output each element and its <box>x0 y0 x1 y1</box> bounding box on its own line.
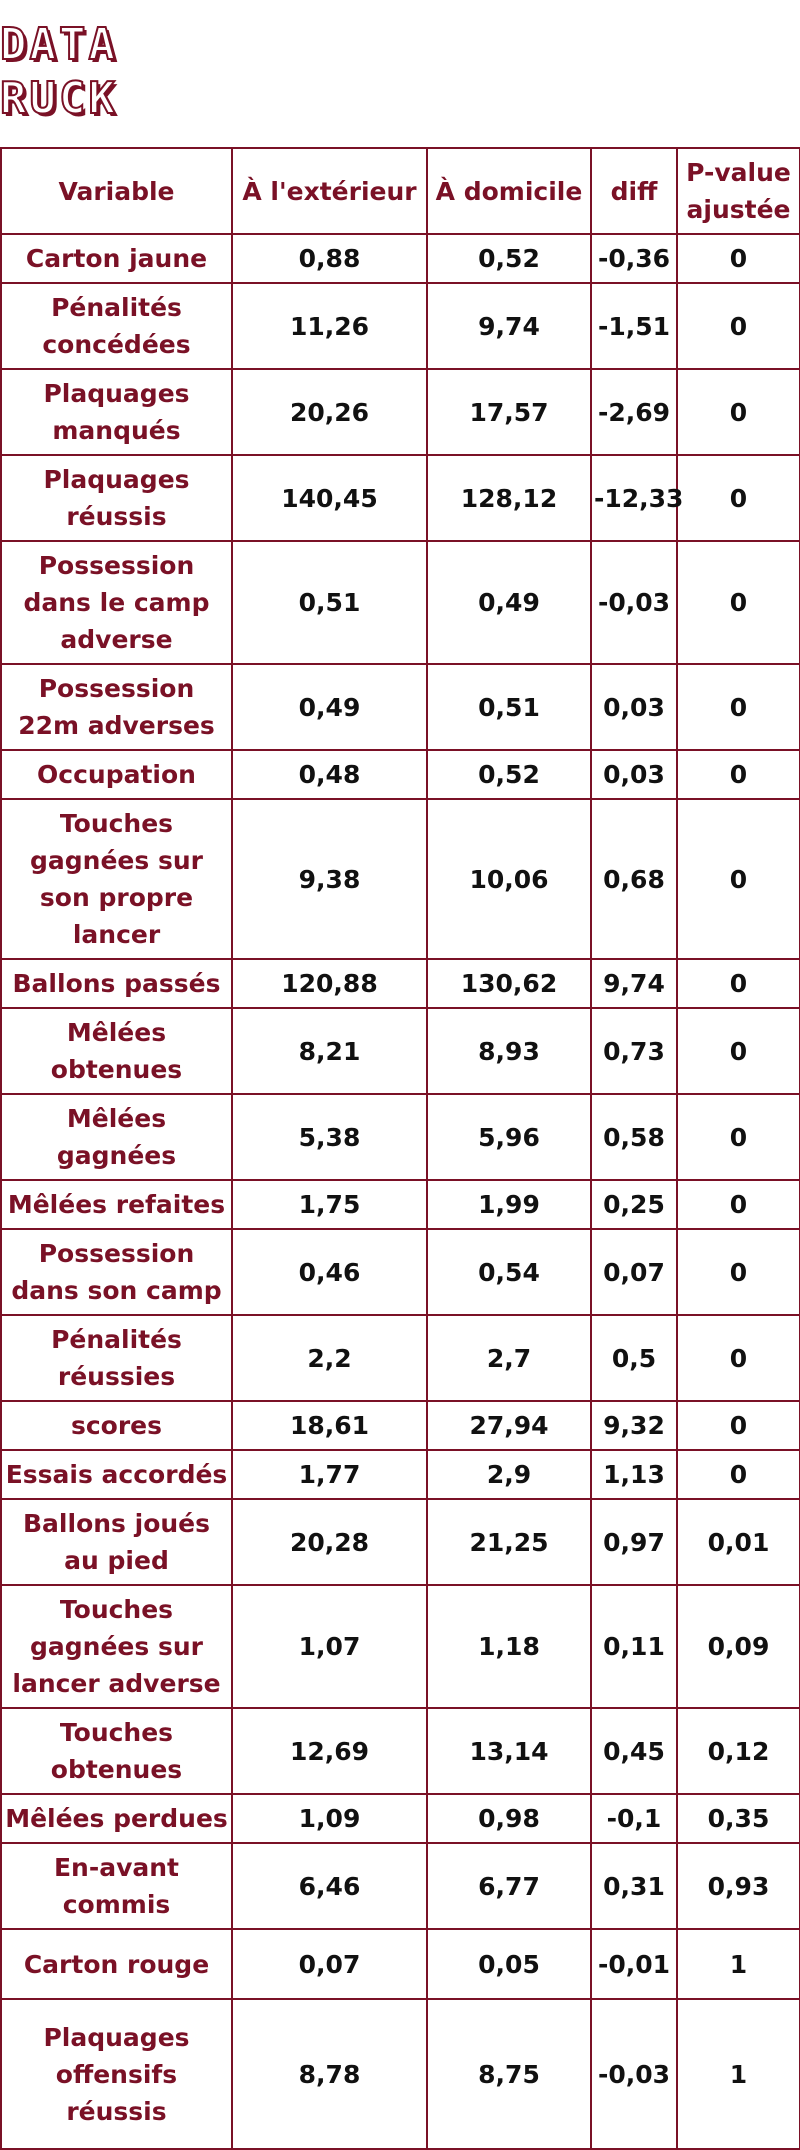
cell-exterieur: 140,45 <box>232 455 427 541</box>
cell-variable: Carton rouge <box>1 1929 232 1999</box>
cell-variable: Mêlées refaites <box>1 1180 232 1229</box>
cell-diff: 0,73 <box>591 1008 677 1094</box>
header-pvalue: P-value ajustée <box>677 148 800 234</box>
cell-exterieur: 6,46 <box>232 1843 427 1929</box>
cell-variable: Pénalités réussies <box>1 1315 232 1401</box>
data-ruck-logo <box>0 18 160 126</box>
cell-domicile: 6,77 <box>427 1843 591 1929</box>
cell-domicile: 9,74 <box>427 283 591 369</box>
cell-pvalue: 0 <box>677 1315 800 1401</box>
cell-diff: 0,58 <box>591 1094 677 1180</box>
table-row <box>1 541 800 664</box>
cell-pvalue: 0 <box>677 369 800 455</box>
cell-variable: Plaquages manqués <box>1 369 232 455</box>
cell-diff: -0,03 <box>591 541 677 664</box>
table-row <box>1 1450 800 1499</box>
table-row <box>1 1180 800 1229</box>
cell-pvalue: 0 <box>677 234 800 283</box>
cell-diff: 0,45 <box>591 1708 677 1794</box>
cell-variable: Touches gagnées sur son propre lancer <box>1 799 232 959</box>
cell-pvalue: 0 <box>677 1229 800 1315</box>
logo-line-1: DATA <box>0 19 118 70</box>
table-row <box>1 664 800 750</box>
cell-variable: Plaquages offensifs réussis <box>1 1999 232 2149</box>
cell-pvalue: 0,09 <box>677 1585 800 1708</box>
cell-domicile: 2,9 <box>427 1450 591 1499</box>
cell-domicile: 0,51 <box>427 664 591 750</box>
cell-variable: Ballons joués au pied <box>1 1499 232 1585</box>
table-row <box>1 1794 800 1843</box>
cell-diff: -12,33 <box>591 455 677 541</box>
cell-diff: 0,68 <box>591 799 677 959</box>
cell-pvalue: 0 <box>677 1180 800 1229</box>
cell-pvalue: 0 <box>677 959 800 1008</box>
cell-variable: Possession dans le camp adverse <box>1 541 232 664</box>
cell-pvalue: 0 <box>677 1450 800 1499</box>
cell-variable: Possession 22m adverses <box>1 664 232 750</box>
cell-pvalue: 1 <box>677 1929 800 1999</box>
cell-exterieur: 1,09 <box>232 1794 427 1843</box>
cell-domicile: 17,57 <box>427 369 591 455</box>
cell-variable: En-avant commis <box>1 1843 232 1929</box>
table-row <box>1 1708 800 1794</box>
cell-domicile: 0,52 <box>427 234 591 283</box>
cell-pvalue: 0,93 <box>677 1843 800 1929</box>
cell-domicile: 8,75 <box>427 1999 591 2149</box>
table-row <box>1 1585 800 1708</box>
cell-variable: Mêlées obtenues <box>1 1008 232 1094</box>
cell-variable: Occupation <box>1 750 232 799</box>
cell-variable: Touches obtenues <box>1 1708 232 1794</box>
cell-exterieur: 0,51 <box>232 541 427 664</box>
cell-exterieur: 1,75 <box>232 1180 427 1229</box>
cell-diff: -0,01 <box>591 1929 677 1999</box>
cell-exterieur: 0,46 <box>232 1229 427 1315</box>
cell-exterieur: 2,2 <box>232 1315 427 1401</box>
table-body <box>1 234 800 2149</box>
cell-domicile: 0,54 <box>427 1229 591 1315</box>
cell-diff: 0,03 <box>591 750 677 799</box>
cell-domicile: 0,49 <box>427 541 591 664</box>
cell-diff: 0,03 <box>591 664 677 750</box>
cell-exterieur: 0,07 <box>232 1929 427 1999</box>
cell-pvalue: 0 <box>677 283 800 369</box>
cell-pvalue: 1 <box>677 1999 800 2149</box>
cell-diff: -0,36 <box>591 234 677 283</box>
cell-diff: -2,69 <box>591 369 677 455</box>
cell-domicile: 21,25 <box>427 1499 591 1585</box>
cell-exterieur: 0,49 <box>232 664 427 750</box>
table-row <box>1 1999 800 2149</box>
cell-pvalue: 0 <box>677 750 800 799</box>
table-row <box>1 1094 800 1180</box>
header-row <box>1 148 800 234</box>
table-row <box>1 1843 800 1929</box>
cell-pvalue: 0,12 <box>677 1708 800 1794</box>
table-row <box>1 799 800 959</box>
table-row <box>1 1008 800 1094</box>
table-row <box>1 283 800 369</box>
cell-exterieur: 0,88 <box>232 234 427 283</box>
cell-domicile: 10,06 <box>427 799 591 959</box>
cell-domicile: 0,98 <box>427 1794 591 1843</box>
cell-diff: 0,07 <box>591 1229 677 1315</box>
cell-variable: Possession dans son camp <box>1 1229 232 1315</box>
table-row <box>1 1929 800 1999</box>
cell-exterieur: 11,26 <box>232 283 427 369</box>
cell-domicile: 1,99 <box>427 1180 591 1229</box>
cell-domicile: 0,52 <box>427 750 591 799</box>
cell-pvalue: 0 <box>677 664 800 750</box>
cell-domicile: 27,94 <box>427 1401 591 1450</box>
cell-variable: Plaquages réussis <box>1 455 232 541</box>
cell-diff: -0,03 <box>591 1999 677 2149</box>
cell-variable: Mêlées gagnées <box>1 1094 232 1180</box>
cell-exterieur: 9,38 <box>232 799 427 959</box>
cell-domicile: 2,7 <box>427 1315 591 1401</box>
cell-pvalue: 0 <box>677 799 800 959</box>
cell-exterieur: 8,21 <box>232 1008 427 1094</box>
cell-pvalue: 0 <box>677 455 800 541</box>
header-variable: Variable <box>1 148 232 234</box>
table-row <box>1 369 800 455</box>
cell-pvalue: 0 <box>677 1094 800 1180</box>
cell-variable: Ballons passés <box>1 959 232 1008</box>
table-row <box>1 959 800 1008</box>
cell-exterieur: 20,28 <box>232 1499 427 1585</box>
cell-diff: -1,51 <box>591 283 677 369</box>
cell-exterieur: 120,88 <box>232 959 427 1008</box>
table-row <box>1 1401 800 1450</box>
cell-exterieur: 20,26 <box>232 369 427 455</box>
table-row <box>1 1315 800 1401</box>
logo-line-2: RUCK <box>0 73 118 124</box>
cell-exterieur: 1,07 <box>232 1585 427 1708</box>
cell-variable: Pénalités concédées <box>1 283 232 369</box>
cell-domicile: 1,18 <box>427 1585 591 1708</box>
cell-exterieur: 8,78 <box>232 1999 427 2149</box>
cell-domicile: 5,96 <box>427 1094 591 1180</box>
cell-domicile: 8,93 <box>427 1008 591 1094</box>
cell-variable: Touches gagnées sur lancer adverse <box>1 1585 232 1708</box>
cell-variable: Mêlées perdues <box>1 1794 232 1843</box>
header-exterieur: À l'extérieur <box>232 148 427 234</box>
cell-diff: 0,97 <box>591 1499 677 1585</box>
cell-exterieur: 1,77 <box>232 1450 427 1499</box>
cell-pvalue: 0 <box>677 1008 800 1094</box>
cell-domicile: 0,05 <box>427 1929 591 1999</box>
cell-exterieur: 12,69 <box>232 1708 427 1794</box>
cell-domicile: 128,12 <box>427 455 591 541</box>
cell-variable: scores <box>1 1401 232 1450</box>
cell-pvalue: 0 <box>677 1401 800 1450</box>
table-row <box>1 750 800 799</box>
cell-domicile: 130,62 <box>427 959 591 1008</box>
cell-variable: Carton jaune <box>1 234 232 283</box>
cell-diff: -0,1 <box>591 1794 677 1843</box>
cell-diff: 0,25 <box>591 1180 677 1229</box>
cell-diff: 9,74 <box>591 959 677 1008</box>
cell-diff: 0,11 <box>591 1585 677 1708</box>
cell-diff: 9,32 <box>591 1401 677 1450</box>
cell-exterieur: 18,61 <box>232 1401 427 1450</box>
cell-diff: 0,31 <box>591 1843 677 1929</box>
cell-exterieur: 0,48 <box>232 750 427 799</box>
cell-exterieur: 5,38 <box>232 1094 427 1180</box>
header-domicile: À domicile <box>427 148 591 234</box>
table-row <box>1 1499 800 1585</box>
cell-diff: 0,5 <box>591 1315 677 1401</box>
cell-pvalue: 0,01 <box>677 1499 800 1585</box>
table-row <box>1 455 800 541</box>
table-row <box>1 234 800 283</box>
header-diff: diff <box>591 148 677 234</box>
cell-domicile: 13,14 <box>427 1708 591 1794</box>
cell-variable: Essais accordés <box>1 1450 232 1499</box>
stats-table <box>0 147 800 2150</box>
cell-pvalue: 0 <box>677 541 800 664</box>
cell-diff: 1,13 <box>591 1450 677 1499</box>
cell-pvalue: 0,35 <box>677 1794 800 1843</box>
table-row <box>1 1229 800 1315</box>
